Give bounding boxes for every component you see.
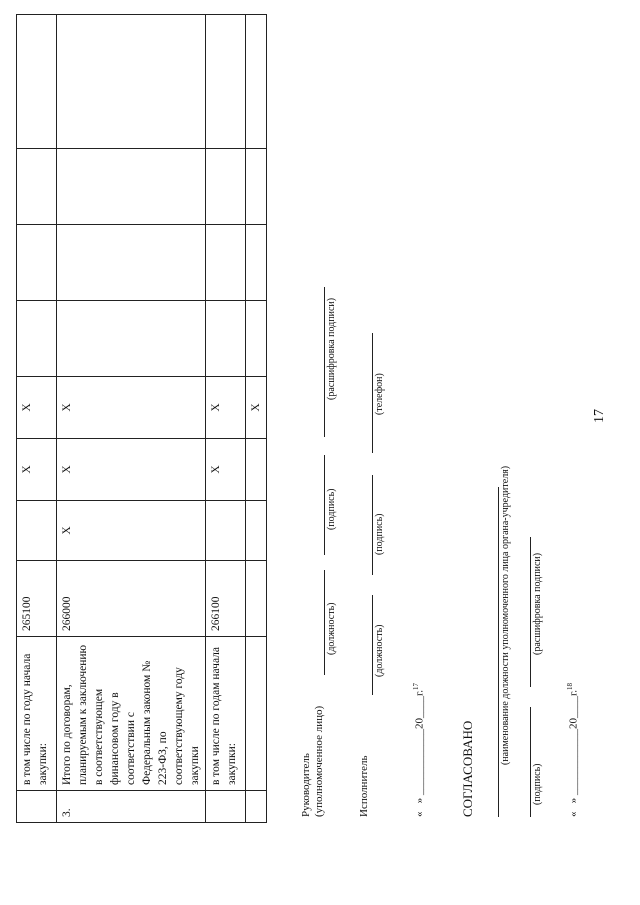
- date-field-2: « » ____________20____г.$^{18}$: [566, 682, 580, 817]
- executor-position-line: [372, 595, 373, 695]
- row-code: [246, 561, 267, 637]
- cell: X: [57, 501, 206, 561]
- table-row: [57, 15, 206, 823]
- agreed-decode-caption: (расшифровка подписи): [532, 552, 543, 655]
- decode-caption: (расшифровка подписи): [326, 297, 337, 400]
- decode-line: [324, 287, 325, 437]
- executor-signature-line: [372, 475, 373, 575]
- cell: [17, 225, 57, 301]
- executor-label: Исполнитель: [358, 755, 370, 817]
- agreed-decode-line: [530, 537, 531, 687]
- row-name: в том числе по годам начала закупки:: [206, 637, 246, 791]
- row-number: [206, 791, 246, 823]
- cell: [57, 301, 206, 377]
- row-code: 266000: [57, 561, 206, 637]
- cell: [17, 501, 57, 561]
- row-code: 266100: [206, 561, 246, 637]
- cell: X: [57, 439, 206, 501]
- row-name: Итого по договорам, планируемым к заключению в соответствующем финансовом году в соответствии с Федеральным законом № 223-ФЗ, по соответствующему году закупки: [57, 637, 206, 791]
- agreed-org-caption: (наименование должности уполномоченного лица органа-учредителя): [500, 465, 511, 765]
- row-number: 3.: [57, 791, 206, 823]
- agreed-label: СОГЛАСОВАНО: [460, 720, 475, 817]
- signature-line: [324, 455, 325, 555]
- cell: [57, 225, 206, 301]
- agreed-signature-line: [530, 707, 531, 817]
- row-name: в том числе по году начала закупки:: [17, 637, 57, 791]
- cell: [57, 15, 206, 149]
- cell: X: [17, 439, 57, 501]
- procurement-table: [16, 14, 267, 823]
- position-line: [324, 570, 325, 675]
- cell: [206, 149, 246, 225]
- executor-signature-caption: (подпись): [374, 513, 385, 555]
- cell: [17, 301, 57, 377]
- table-row: [206, 15, 246, 823]
- cell: [246, 149, 267, 225]
- head-label: Руководитель (уполномоченное лицо): [300, 705, 325, 817]
- cell: [57, 149, 206, 225]
- position-caption: (должность): [326, 602, 337, 655]
- cell: [206, 501, 246, 561]
- cell: [206, 301, 246, 377]
- phone-caption: (телефон): [374, 373, 385, 415]
- agreed-signature-caption: (подпись): [532, 763, 543, 805]
- cell: [17, 15, 57, 149]
- table-row: [17, 15, 57, 823]
- cell: X: [246, 377, 267, 439]
- cell: X: [206, 439, 246, 501]
- cell: [246, 439, 267, 501]
- cell: [246, 15, 267, 149]
- cell: [246, 501, 267, 561]
- date-field-1: « » ____________20____г.$^{17}$: [412, 682, 426, 817]
- row-name: [246, 637, 267, 791]
- cell: X: [17, 377, 57, 439]
- executor-position-caption: (должность): [374, 624, 385, 677]
- row-number: [17, 791, 57, 823]
- cell: X: [57, 377, 206, 439]
- page-number: 17: [592, 409, 607, 423]
- cell: [246, 301, 267, 377]
- cell: [17, 149, 57, 225]
- cell: [246, 225, 267, 301]
- row-number: [246, 791, 267, 823]
- cell: X: [206, 377, 246, 439]
- phone-line: [372, 333, 373, 453]
- row-code: 265100: [17, 561, 57, 637]
- signature-caption: (подпись): [326, 488, 337, 530]
- agreed-org-line: [498, 487, 499, 817]
- table-row: [246, 15, 267, 823]
- cell: [206, 225, 246, 301]
- cell: [206, 15, 246, 149]
